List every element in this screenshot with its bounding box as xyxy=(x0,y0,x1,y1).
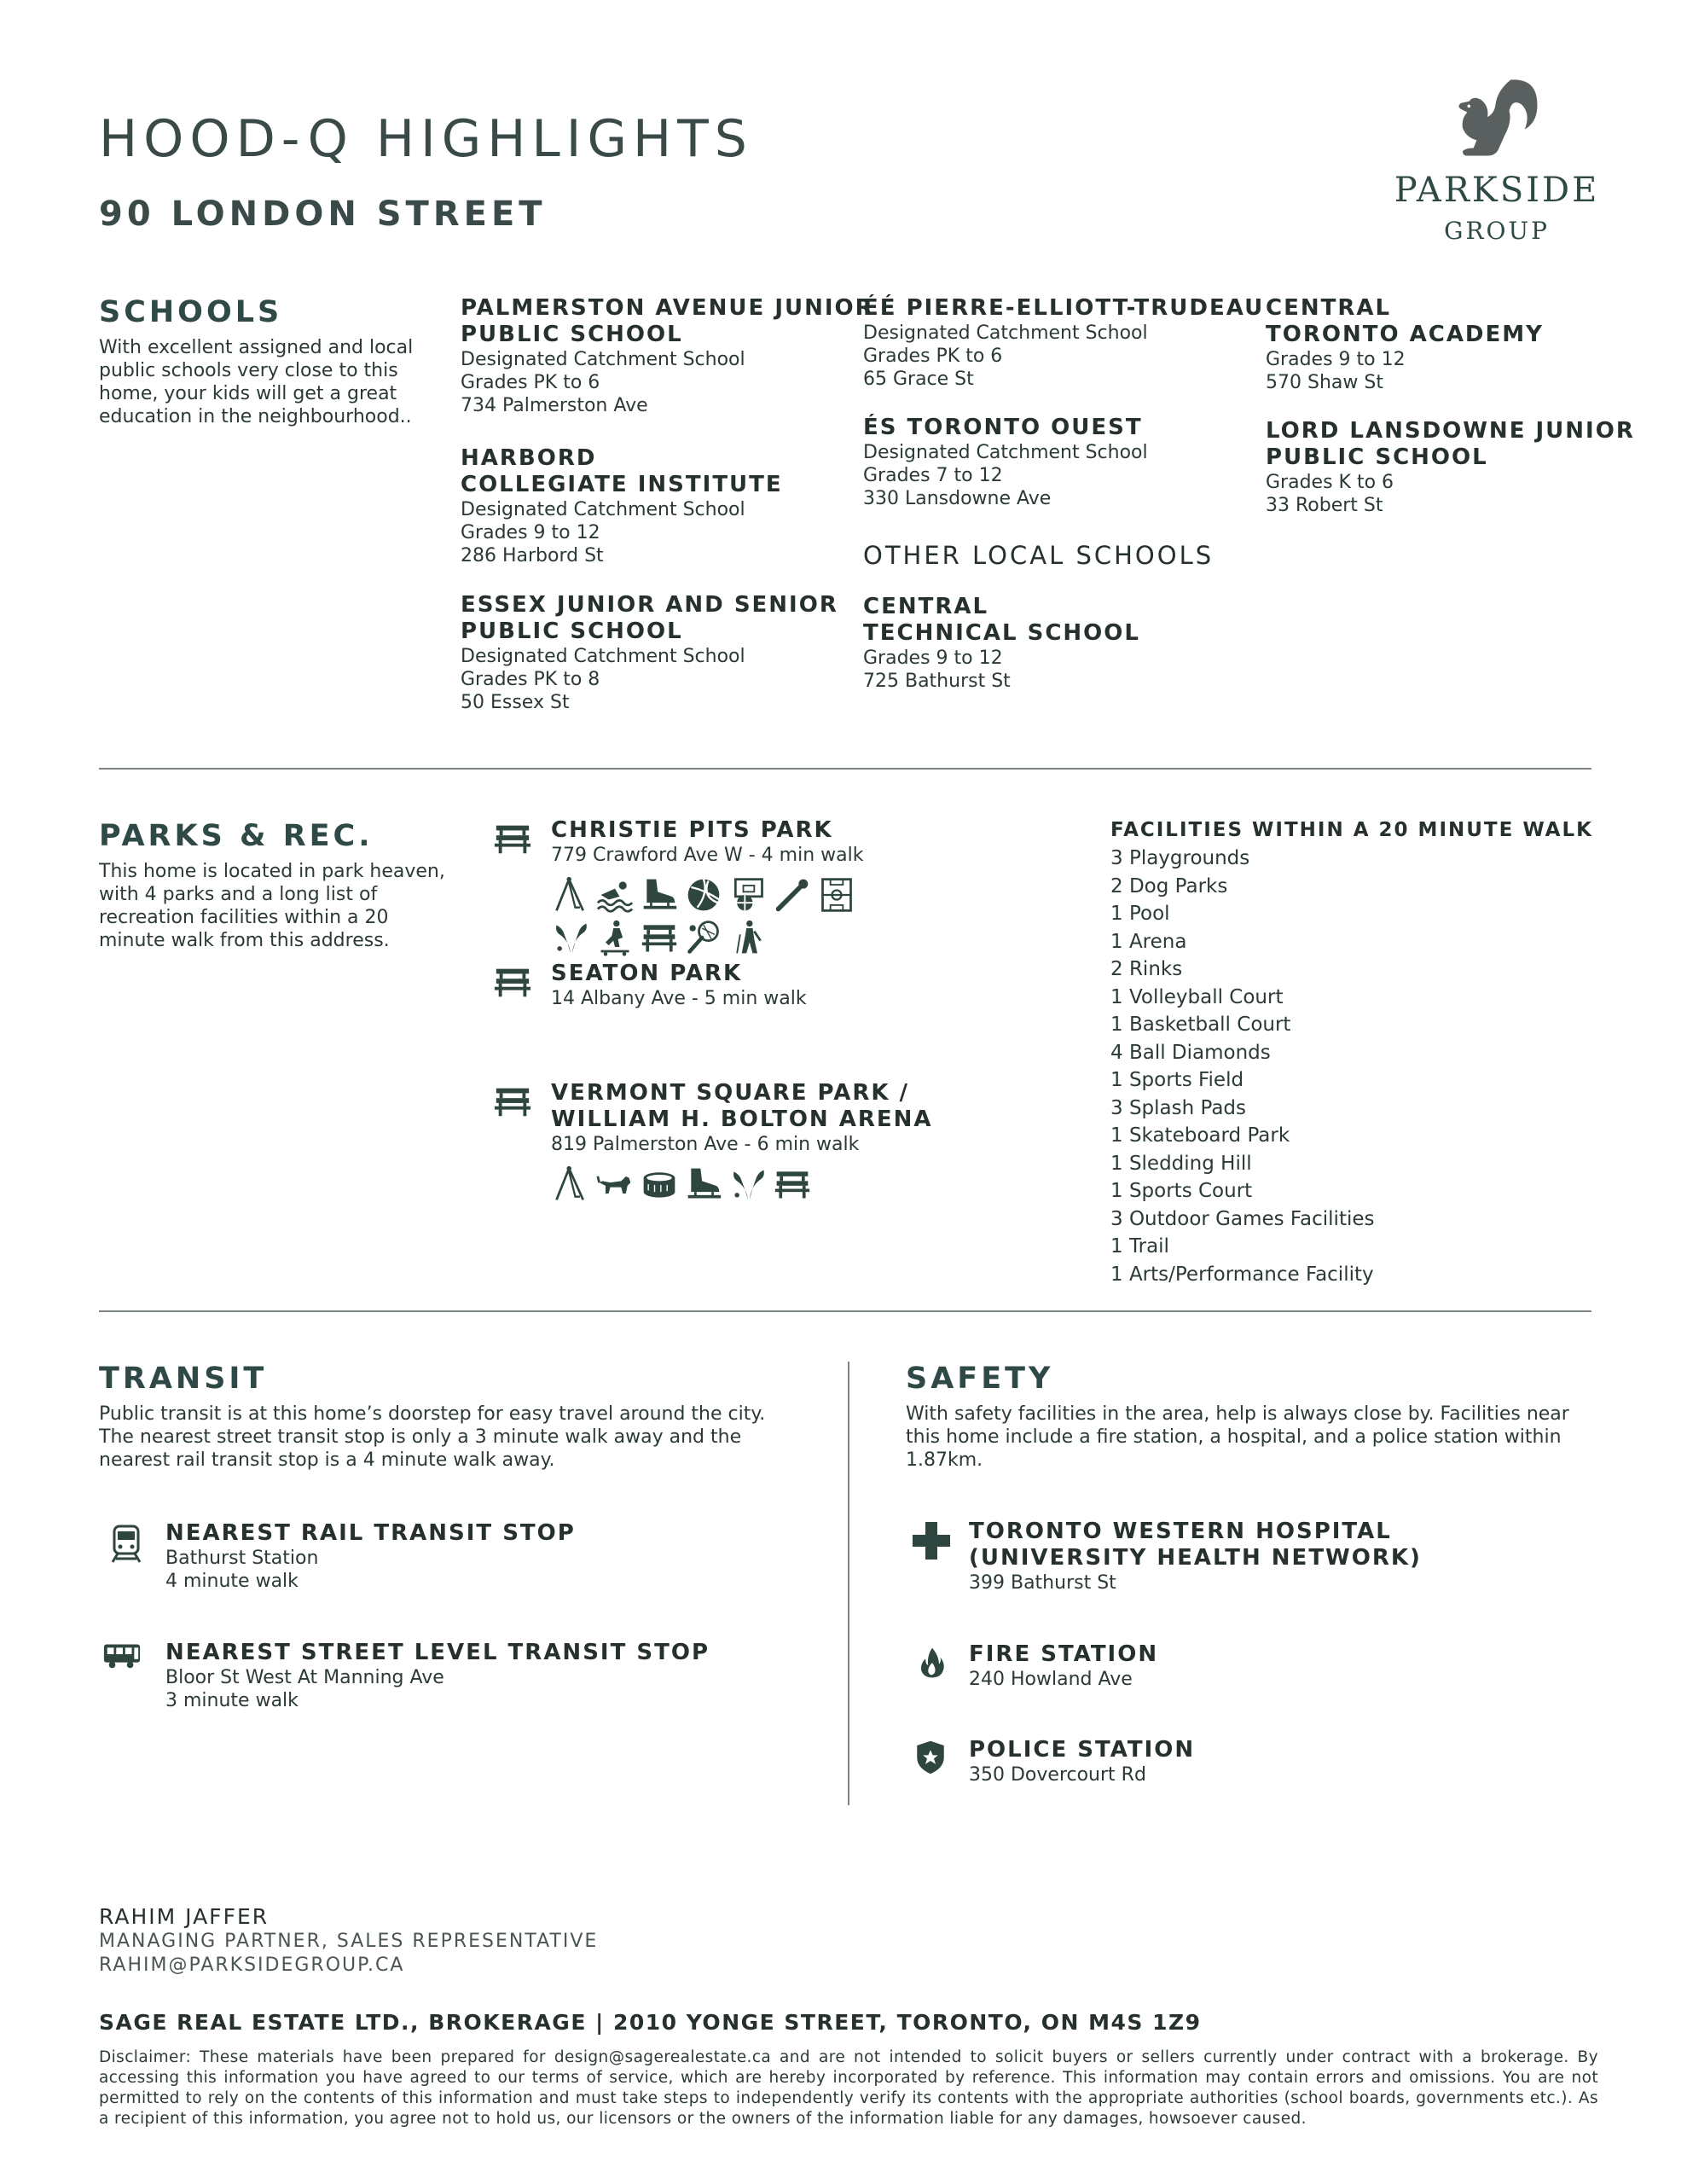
facility-item: 1 Skateboard Park xyxy=(1110,1124,1290,1147)
park-facility-icons xyxy=(551,1165,933,1204)
parks-intro: This home is located in park heaven, with 4 parks and a long list of recreation facilities within a 20 minute walk from this address. xyxy=(99,861,445,951)
facility-item: 1 Sports Court xyxy=(1110,1180,1253,1202)
safety-facility-address: 399 Bathurst St xyxy=(969,1572,1116,1594)
school-card xyxy=(461,295,874,417)
safety-section-title: SAFETY xyxy=(906,1362,1054,1396)
schools-section-title: SCHOOLS xyxy=(99,295,283,329)
school-name: HARBORD COLLEGIATE INSTITUTE xyxy=(461,445,783,497)
ball-diamond-icon xyxy=(773,875,812,915)
facility-item: 2 Rinks xyxy=(1110,958,1183,980)
school-name: CENTRAL TECHNICAL SCHOOL xyxy=(863,594,1140,646)
school-designation: Designated Catchment School xyxy=(461,499,745,520)
logo-word-parkside: PARKSIDE xyxy=(1394,171,1600,210)
picnic-table-icon xyxy=(640,918,679,957)
park-name: VERMONT SQUARE PARK / WILLIAM H. BOLTON ARENA xyxy=(551,1080,933,1132)
other-schools-heading: OTHER LOCAL SCHOOLS xyxy=(863,541,1215,570)
park-card xyxy=(551,817,863,957)
agent-name: RAHIM JAFFER xyxy=(99,1904,270,1929)
sports-court-icon xyxy=(684,918,723,957)
facilities-list xyxy=(1110,845,1593,1288)
school-grades: Grades 9 to 12 xyxy=(461,522,600,543)
park-detail: 14 Albany Ave - 5 min walk xyxy=(551,988,807,1009)
transit-stop-walk: 3 minute walk xyxy=(165,1690,299,1711)
school-card xyxy=(863,594,1140,693)
rink-icon xyxy=(684,1165,723,1204)
school-designation: Designated Catchment School xyxy=(461,349,745,370)
section-divider xyxy=(99,1310,1591,1312)
transit-stop-station: Bathurst Station xyxy=(165,1548,319,1569)
school-grades: Grades 9 to 12 xyxy=(1266,349,1406,370)
school-grades: Grades 7 to 12 xyxy=(863,465,1003,486)
school-name: ÉÉ PIERRE-ELLIOTT-TRUDEAU xyxy=(863,295,1265,321)
logo-word-group: GROUP xyxy=(1444,217,1550,245)
school-address: 65 Grace St xyxy=(863,369,974,390)
school-card xyxy=(1266,418,1635,517)
property-address: 90 LONDON STREET xyxy=(99,195,547,234)
park-facility-icons xyxy=(551,918,863,957)
playground-icon xyxy=(551,1165,590,1204)
transit-stop-station: Bloor St West At Manning Ave xyxy=(165,1667,444,1688)
section-divider xyxy=(99,768,1591,770)
park-bench-icon xyxy=(493,962,532,1002)
page-title: HOOD-Q HIGHLIGHTS xyxy=(99,109,753,169)
transit-stop-name: NEAREST STREET LEVEL TRANSIT STOP xyxy=(165,1640,710,1665)
splash-pad-icon xyxy=(728,1165,768,1204)
school-address: 33 Robert St xyxy=(1266,495,1383,516)
streetcar-icon xyxy=(101,1635,143,1674)
school-card xyxy=(461,445,783,567)
transit-stop xyxy=(165,1520,576,1593)
facility-item: 1 Basketball Court xyxy=(1110,1014,1291,1036)
brokerage-line: SAGE REAL ESTATE LTD., BROKERAGE | 2010 YONGE STREET, TORONTO, ON M4S 1Z9 xyxy=(99,2010,1202,2035)
transit-stop xyxy=(165,1640,710,1712)
school-grades: Grades PK to 8 xyxy=(461,669,600,690)
school-grades: Grades PK to 6 xyxy=(863,346,1003,367)
school-address: 286 Harbord St xyxy=(461,545,604,566)
safety-facility-name: POLICE STATION xyxy=(969,1737,1196,1763)
hospital-cross-icon xyxy=(911,1520,952,1561)
playground-icon xyxy=(551,875,590,915)
agent-email[interactable]: RAHIM@PARKSIDEGROUP.CA xyxy=(99,1955,405,1976)
facility-item: 3 Outdoor Games Facilities xyxy=(1110,1207,1375,1230)
school-address: 50 Essex St xyxy=(461,692,570,713)
facility-item: 3 Splash Pads xyxy=(1110,1096,1247,1119)
park-card xyxy=(551,1080,933,1204)
school-address: 570 Shaw St xyxy=(1266,372,1383,393)
school-designation: Designated Catchment School xyxy=(461,646,745,667)
squirrel-logo-icon xyxy=(1450,75,1544,160)
safety-facility xyxy=(969,1519,1422,1594)
school-card xyxy=(461,592,838,714)
parks-section-title: PARKS & REC. xyxy=(99,819,374,853)
facility-item: 1 Trail xyxy=(1110,1235,1169,1258)
park-facility-icons xyxy=(551,875,863,915)
sports-field-icon xyxy=(817,875,856,915)
park-name: CHRISTIE PITS PARK xyxy=(551,817,833,843)
facility-item: 1 Volleyball Court xyxy=(1110,985,1284,1008)
splash-pad-icon xyxy=(551,918,590,957)
safety-facility xyxy=(969,1737,1195,1786)
facility-item: 4 Ball Diamonds xyxy=(1110,1041,1271,1064)
column-divider xyxy=(848,1362,849,1805)
skateboard-icon xyxy=(595,918,635,957)
arena-icon xyxy=(640,1165,679,1204)
facilities-panel xyxy=(1110,819,1593,1288)
school-address: 330 Lansdowne Ave xyxy=(863,488,1052,509)
facility-item: 1 Arena xyxy=(1110,930,1187,953)
school-grades: Grades K to 6 xyxy=(1266,472,1394,493)
park-bench-icon xyxy=(493,1082,532,1121)
company-logo xyxy=(1365,75,1620,254)
train-icon xyxy=(106,1522,147,1565)
safety-facility-address: 240 Howland Ave xyxy=(969,1669,1133,1690)
park-name: SEATON PARK xyxy=(551,961,743,986)
police-badge-icon xyxy=(913,1737,948,1778)
school-card xyxy=(1266,295,1544,394)
dog-park-icon xyxy=(595,1165,635,1204)
school-name: PALMERSTON AVENUE JUNIOR PUBLIC SCHOOL xyxy=(461,295,874,347)
disclaimer: Disclaimer: These materials have been prepared for design@sagerealestate.ca and are not intended to solicit buyers or sellers currently under contract with a brokerage. By accessing this information you have agreed to our terms of service, which are hereby incorporated by reference. This information may contain errors and omissions. You are not permitted to rely on the contents of this information and must take steps to independently verify its contents with the appropriate authorities (school boards, governments etc.). As a recipient of this information, you agree not to hold us, our licensors or the owners of the information liable for any damages, howsoever caused. xyxy=(99,2048,1598,2128)
park-detail: 819 Palmerston Ave - 6 min walk xyxy=(551,1134,860,1155)
school-designation: Designated Catchment School xyxy=(863,442,1148,463)
park-bench-icon xyxy=(493,819,532,858)
school-designation: Designated Catchment School xyxy=(863,322,1148,344)
basketball-icon xyxy=(728,875,768,915)
safety-facility xyxy=(969,1641,1158,1691)
school-address: 725 Bathurst St xyxy=(863,671,1011,692)
safety-facility-name: FIRE STATION xyxy=(969,1641,1159,1667)
facility-item: 1 Pool xyxy=(1110,903,1170,925)
facility-item: 2 Dog Parks xyxy=(1110,874,1228,897)
school-name: CENTRAL TORONTO ACADEMY xyxy=(1266,295,1544,347)
facility-item: 1 Sledding Hill xyxy=(1110,1152,1252,1175)
school-name: ESSEX JUNIOR AND SENIOR PUBLIC SCHOOL xyxy=(461,592,838,644)
flame-icon xyxy=(916,1641,948,1684)
transit-intro: Public transit is at this home’s doorstep for easy travel around the city. The nearest street transit stop is only a 3 minute walk away and the nearest rail transit stop is a 4 minute walk away. xyxy=(99,1403,766,1471)
transit-section-title: TRANSIT xyxy=(99,1362,268,1396)
safety-facility-address: 350 Dovercourt Rd xyxy=(969,1764,1146,1786)
pool-icon xyxy=(595,875,635,915)
school-grades: Grades PK to 6 xyxy=(461,372,600,393)
school-card xyxy=(863,415,1148,510)
transit-stop-name: NEAREST RAIL TRANSIT STOP xyxy=(165,1520,576,1546)
school-address: 734 Palmerston Ave xyxy=(461,395,648,416)
school-card xyxy=(863,295,1264,391)
transit-stop-walk: 4 minute walk xyxy=(165,1571,299,1592)
agent-title: MANAGING PARTNER, SALES REPRESENTATIVE xyxy=(99,1931,599,1952)
picnic-table-icon xyxy=(773,1165,812,1204)
volleyball-icon xyxy=(684,875,723,915)
school-name: LORD LANSDOWNE JUNIOR PUBLIC SCHOOL xyxy=(1266,418,1635,470)
schools-intro: With excellent assigned and local public schools very close to this home, your kids will get a great education in the neighbourhood.. xyxy=(99,337,414,427)
safety-facility-name: TORONTO WESTERN HOSPITAL (UNIVERSITY HEALTH NETWORK) xyxy=(969,1519,1422,1571)
facilities-heading: FACILITIES WITHIN A 20 MINUTE WALK xyxy=(1110,819,1593,841)
safety-intro: With safety facilities in the area, help is always close by. Facilities near this home include a fire station, a hospital, and a police station within 1.87km. xyxy=(906,1403,1569,1471)
facility-item: 1 Arts/Performance Facility xyxy=(1110,1263,1374,1286)
facility-item: 1 Sports Field xyxy=(1110,1069,1244,1091)
school-name: ÉS TORONTO OUEST xyxy=(863,415,1143,440)
facility-item: 3 Playgrounds xyxy=(1110,847,1250,869)
school-grades: Grades 9 to 12 xyxy=(863,648,1003,669)
trail-icon xyxy=(728,918,768,957)
park-card xyxy=(551,961,807,1010)
rink-icon xyxy=(640,875,679,915)
park-detail: 779 Crawford Ave W - 4 min walk xyxy=(551,845,864,866)
